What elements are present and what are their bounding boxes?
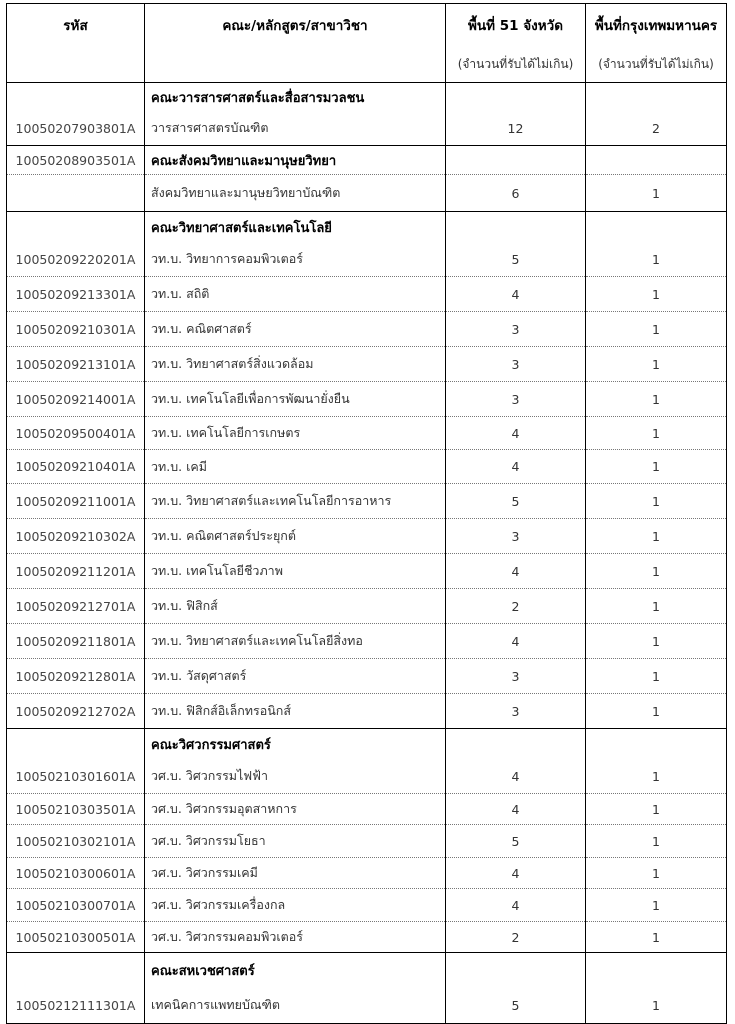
faculty-bangkok (586, 83, 727, 112)
quota-provinces: 4 (446, 277, 586, 312)
quota-table-body (7, 83, 727, 1024)
table-row (7, 277, 727, 312)
header-code: รหัส (7, 4, 145, 47)
program-name: เทคนิคการแพทยบัณฑิต (145, 987, 446, 1024)
program-name: วท.บ. เทคโนโลยีการเกษตร (145, 417, 446, 450)
header-provinces-note: (จำนวนที่รับได้ไม่เกิน) (446, 46, 586, 83)
table-row (7, 889, 727, 922)
program-name: วท.บ. วิทยาศาสตร์และเทคโนโลยีสิ่งทอ (145, 624, 446, 659)
quota-provinces: 3 (446, 312, 586, 347)
quota-bangkok: 1 (586, 694, 727, 729)
program-name: วท.บ. เทคโนโลยีเพื่อการพัฒนายั่งยืน (145, 382, 446, 417)
faculty-provinces (446, 729, 586, 760)
faculty-bangkok (586, 729, 727, 760)
program-name: วศ.บ. วิศวกรรมโยธา (145, 825, 446, 858)
faculty-row (7, 729, 727, 760)
faculty-name: คณะวิศวกรรมศาสตร์ (145, 729, 446, 760)
faculty-row (7, 83, 727, 112)
program-name: วศ.บ. วิศวกรรมคอมพิวเตอร์ (145, 922, 446, 953)
program-name: วท.บ. เคมี (145, 450, 446, 484)
quota-provinces: 5 (446, 825, 586, 858)
faculty-row (7, 146, 727, 175)
quota-bangkok: 1 (586, 554, 727, 589)
faculty-bangkok (586, 212, 727, 243)
table-row (7, 111, 727, 146)
table-row (7, 694, 727, 729)
program-code: 10050209213301A (7, 277, 145, 312)
quota-bangkok: 1 (586, 417, 727, 450)
table-row (7, 417, 727, 450)
program-code: 10050209212701A (7, 589, 145, 624)
program-code: 10050210300501A (7, 922, 145, 953)
quota-provinces: 6 (446, 175, 586, 212)
faculty-provinces (446, 212, 586, 243)
program-code: 10050207903801A (7, 111, 145, 146)
quota-bangkok: 1 (586, 589, 727, 624)
table-row (7, 659, 727, 694)
quota-provinces: 5 (446, 987, 586, 1024)
quota-provinces: 4 (446, 624, 586, 659)
table-row (7, 175, 727, 212)
table-row (7, 554, 727, 589)
quota-provinces: 4 (446, 450, 586, 484)
quota-table-sheet (6, 3, 726, 1024)
program-name: วศ.บ. วิศวกรรมเครื่องกล (145, 889, 446, 922)
table-row (7, 450, 727, 484)
quota-provinces: 3 (446, 659, 586, 694)
program-code: 10050212111301A (7, 987, 145, 1024)
program-name: วท.บ. คณิตศาสตร์ประยุกต์ (145, 519, 446, 554)
program-name: สังคมวิทยาและมานุษยวิทยาบัณฑิต (145, 175, 446, 212)
faculty-row (7, 953, 727, 988)
quota-provinces: 3 (446, 347, 586, 382)
faculty-bangkok (586, 146, 727, 175)
program-code: 10050209220201A (7, 242, 145, 277)
table-row (7, 624, 727, 659)
quota-provinces: 4 (446, 759, 586, 794)
quota-bangkok: 1 (586, 794, 727, 825)
program-name: วศ.บ. วิศวกรรมไฟฟ้า (145, 759, 446, 794)
program-code: 10050209212801A (7, 659, 145, 694)
faculty-provinces (446, 146, 586, 175)
quota-bangkok: 1 (586, 382, 727, 417)
table-row (7, 347, 727, 382)
faculty-bangkok (586, 953, 727, 988)
table-row (7, 589, 727, 624)
quota-provinces: 5 (446, 242, 586, 277)
program-code: 10050209212702A (7, 694, 145, 729)
table-row (7, 484, 727, 519)
quota-provinces: 2 (446, 589, 586, 624)
faculty-code (7, 212, 145, 243)
program-name: วท.บ. วิทยาการคอมพิวเตอร์ (145, 242, 446, 277)
table-row (7, 382, 727, 417)
program-code: 10050210303501A (7, 794, 145, 825)
quota-bangkok: 1 (586, 889, 727, 922)
quota-bangkok: 1 (586, 825, 727, 858)
quota-provinces: 3 (446, 519, 586, 554)
faculty-name: คณะวิทยาศาสตร์และเทคโนโลยี (145, 212, 446, 243)
quota-bangkok: 1 (586, 759, 727, 794)
program-code: 10050210300601A (7, 858, 145, 889)
program-code (7, 175, 145, 212)
quota-provinces: 12 (446, 111, 586, 146)
quota-bangkok: 1 (586, 347, 727, 382)
faculty-code (7, 953, 145, 988)
faculty-code (7, 83, 145, 112)
table-row (7, 922, 727, 953)
table-row (7, 759, 727, 794)
program-code: 10050209210302A (7, 519, 145, 554)
quota-provinces: 4 (446, 554, 586, 589)
faculty-row (7, 212, 727, 243)
program-code: 10050209211201A (7, 554, 145, 589)
header-program: คณะ/หลักสูตร/สาขาวิชา (145, 4, 446, 47)
quota-table (6, 3, 727, 1024)
quota-bangkok: 1 (586, 659, 727, 694)
quota-provinces: 5 (446, 484, 586, 519)
quota-bangkok: 1 (586, 987, 727, 1024)
program-code: 10050209213101A (7, 347, 145, 382)
quota-bangkok: 1 (586, 450, 727, 484)
table-row (7, 825, 727, 858)
program-name: วท.บ. ฟิสิกส์อิเล็กทรอนิกส์ (145, 694, 446, 729)
quota-provinces: 2 (446, 922, 586, 953)
table-row (7, 858, 727, 889)
program-name: วท.บ. สถิติ (145, 277, 446, 312)
table-row (7, 519, 727, 554)
quota-provinces: 3 (446, 694, 586, 729)
program-code: 10050210302101A (7, 825, 145, 858)
faculty-provinces (446, 83, 586, 112)
quota-bangkok: 1 (586, 858, 727, 889)
table-row (7, 794, 727, 825)
quota-bangkok: 1 (586, 624, 727, 659)
faculty-provinces (446, 953, 586, 988)
program-name: วท.บ. วิทยาศาสตร์และเทคโนโลยีการอาหาร (145, 484, 446, 519)
faculty-name: คณะวารสารศาสตร์และสื่อสารมวลชน (145, 83, 446, 112)
quota-bangkok: 1 (586, 242, 727, 277)
program-code: 10050210300701A (7, 889, 145, 922)
program-name: วท.บ. ฟิสิกส์ (145, 589, 446, 624)
program-code: 10050209214001A (7, 382, 145, 417)
program-code: 10050209211801A (7, 624, 145, 659)
quota-provinces: 4 (446, 858, 586, 889)
program-name: วารสารศาสตรบัณฑิต (145, 111, 446, 146)
program-name: วท.บ. เทคโนโลยีชีวภาพ (145, 554, 446, 589)
quota-provinces: 3 (446, 382, 586, 417)
faculty-code (7, 729, 145, 760)
program-name: วท.บ. วิทยาศาสตร์สิ่งแวดล้อม (145, 347, 446, 382)
quota-bangkok: 1 (586, 277, 727, 312)
header-code-sub (7, 46, 145, 83)
program-name: วศ.บ. วิศวกรรมเคมี (145, 858, 446, 889)
quota-bangkok: 2 (586, 111, 727, 146)
faculty-name: คณะสหเวชศาสตร์ (145, 953, 446, 988)
header-program-sub (145, 46, 446, 83)
header-provinces: พื้นที่ 51 จังหวัด (446, 4, 586, 47)
quota-provinces: 4 (446, 794, 586, 825)
quota-bangkok: 1 (586, 312, 727, 347)
program-name: วท.บ. วัสดุศาสตร์ (145, 659, 446, 694)
quota-bangkok: 1 (586, 484, 727, 519)
faculty-name: คณะสังคมวิทยาและมานุษยวิทยา (145, 146, 446, 175)
table-row (7, 987, 727, 1024)
program-name: วท.บ. คณิตศาสตร์ (145, 312, 446, 347)
program-code: 10050210301601A (7, 759, 145, 794)
program-code: 10050209210401A (7, 450, 145, 484)
table-row (7, 312, 727, 347)
quota-provinces: 4 (446, 417, 586, 450)
program-code: 10050209211001A (7, 484, 145, 519)
quota-bangkok: 1 (586, 519, 727, 554)
quota-provinces: 4 (446, 889, 586, 922)
program-code: 10050209500401A (7, 417, 145, 450)
header-bangkok: พื้นที่กรุงเทพมหานคร (586, 4, 727, 47)
quota-bangkok: 1 (586, 175, 727, 212)
header-bangkok-note: (จำนวนที่รับได้ไม่เกิน) (586, 46, 727, 83)
faculty-code: 10050208903501A (7, 146, 145, 175)
quota-bangkok: 1 (586, 922, 727, 953)
program-code: 10050209210301A (7, 312, 145, 347)
program-name: วศ.บ. วิศวกรรมอุตสาหการ (145, 794, 446, 825)
table-row (7, 242, 727, 277)
